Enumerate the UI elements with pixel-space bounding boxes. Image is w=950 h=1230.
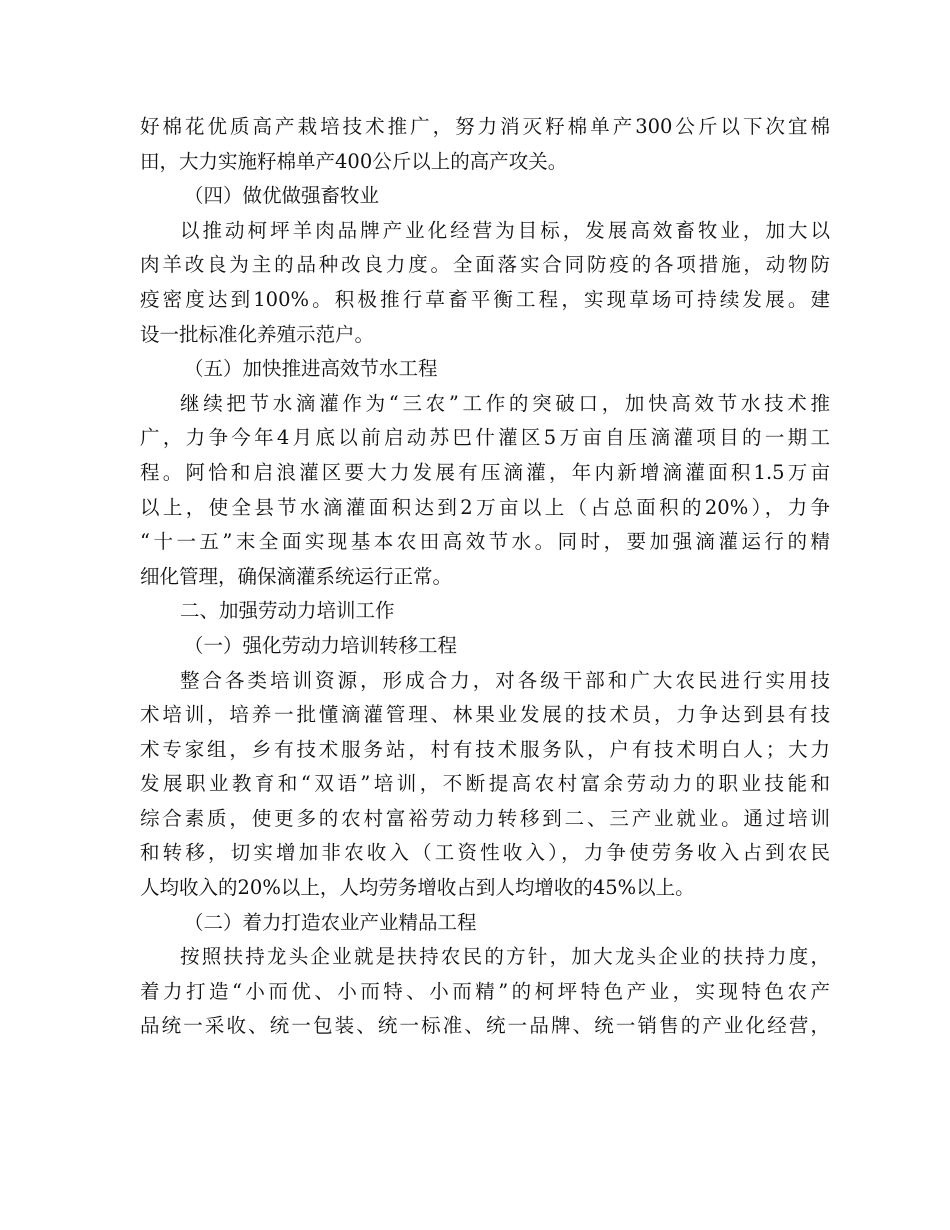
paragraph-line: 综合素质，使更多的农村富裕劳动力转移到二、三产业就业。通过培训 bbox=[140, 806, 830, 830]
paragraph-line: 以上，使全县节水滴灌面积达到2万亩以上（占总面积的20%），力争 bbox=[140, 495, 830, 519]
paragraph-line: 程。阿恰和启浪灌区要大力发展有压滴灌，年内新增滴灌面积1.5万亩 bbox=[140, 460, 830, 484]
paragraph-line: 着力打造“小而优、小而特、小而精”的柯坪特色产业，实现特色农产 bbox=[140, 979, 830, 1003]
paragraph-line: 田，大力实施籽棉单产400公斤以上的高产攻关。 bbox=[140, 149, 568, 173]
paragraph-line: 疫密度达到100%。积极推行草畜平衡工程，实现草场可持续发展。建 bbox=[140, 287, 830, 311]
paragraph-line: 广，力争今年4月底以前启动苏巴什灌区5万亩自压滴灌项目的一期工 bbox=[140, 426, 830, 450]
section-heading: （一）强化劳动力培训转移工程 bbox=[184, 633, 458, 657]
paragraph-line: 术专家组，乡有技术服务站，村有技术服务队，户有技术明白人；大力 bbox=[140, 737, 830, 761]
document-body bbox=[140, 110, 830, 1044]
paragraph-line: 设一批标准化养殖示范户。 bbox=[140, 322, 375, 346]
paragraph-line: 好棉花优质高产栽培技术推广，努力消灭籽棉单产300公斤以下次宜棉 bbox=[140, 115, 830, 138]
paragraph-line: 品统一采收、统一包装、统一标准、统一品牌、统一销售的产业化经营， bbox=[140, 1014, 830, 1038]
section-heading: （五）加快推进高效节水工程 bbox=[184, 357, 438, 381]
paragraph-line: 按照扶持龙头企业就是扶持农民的方针，加大龙头企业的扶持力度， bbox=[180, 945, 830, 969]
paragraph-line: 以推动柯坪羊肉品牌产业化经营为目标，发展高效畜牧业，加大以 bbox=[180, 218, 830, 242]
paragraph-line: 肉羊改良为主的品种改良力度。全面落实合同防疫的各项措施，动物防 bbox=[140, 253, 830, 277]
paragraph-line: 继续把节水滴灌作为“三农”工作的突破口，加快高效节水技术推 bbox=[180, 391, 830, 415]
paragraph-line: “十一五”末全面实现基本农田高效节水。同时，要加强滴灌运行的精 bbox=[140, 530, 830, 554]
section-heading: （二）着力打造农业产业精品工程 bbox=[184, 910, 477, 934]
paragraph-line: 术培训，培养一批懂滴灌管理、林果业发展的技术员，力争达到县有技 bbox=[140, 703, 830, 727]
paragraph-line: 发展职业教育和“双语”培训，不断提高农村富余劳动力的职业技能和 bbox=[140, 772, 830, 796]
paragraph-line: 和转移，切实增加非农收入（工资性收入），力争使劳务收入占到农民 bbox=[140, 841, 830, 865]
paragraph-line: 整合各类培训资源，形成合力，对各级干部和广大农民进行实用技 bbox=[180, 668, 830, 692]
section-heading: （四）做优做强畜牧业 bbox=[184, 184, 380, 208]
paragraph-line: 人均收入的20%以上，人均劳务增收占到人均增收的45%以上。 bbox=[140, 876, 695, 900]
chapter-heading: 二、加强劳动力培训工作 bbox=[180, 599, 395, 623]
paragraph-line: 细化管理，确保滴灌系统运行正常。 bbox=[140, 564, 453, 588]
